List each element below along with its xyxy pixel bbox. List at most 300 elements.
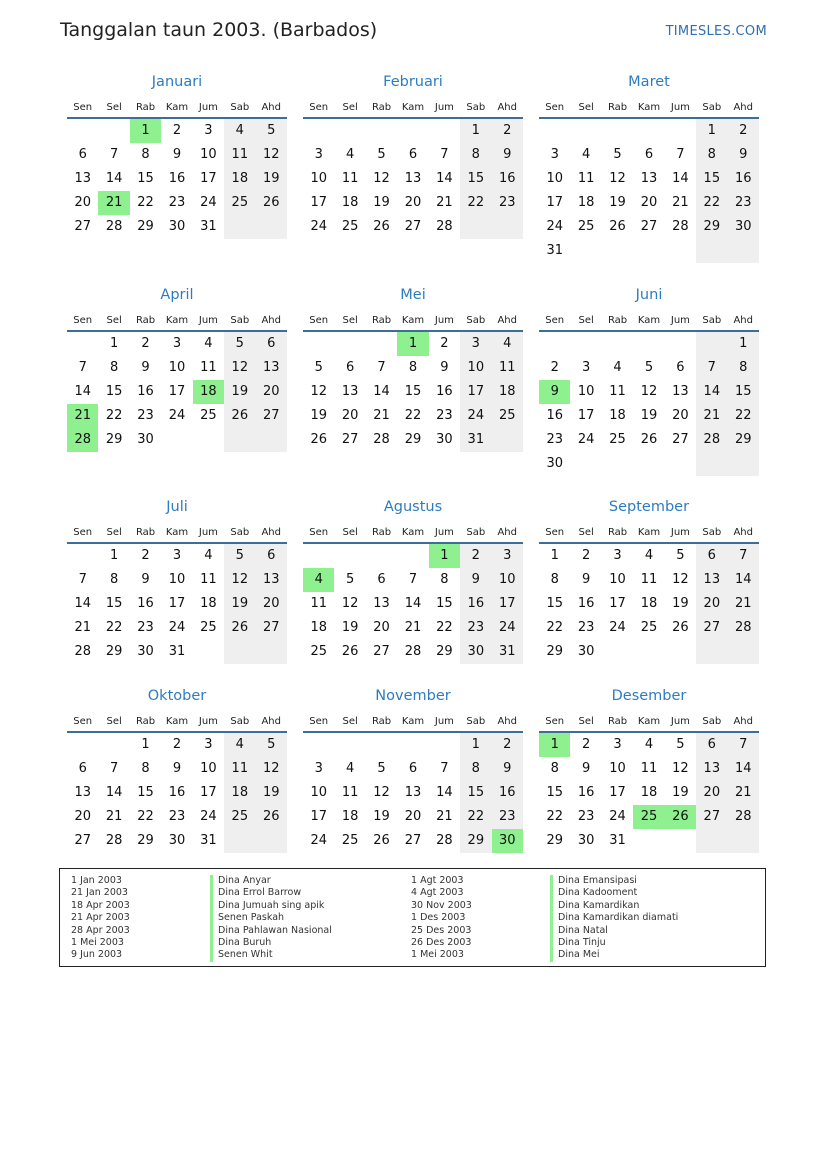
day-cell[interactable]: 29	[105, 432, 123, 447]
day-cell[interactable]: 27	[373, 644, 390, 659]
day-cell[interactable]: 28	[373, 432, 390, 447]
day-cell[interactable]: 28	[404, 644, 422, 659]
day-cell[interactable]: 27	[640, 219, 658, 234]
day-cell[interactable]: 10	[492, 568, 523, 592]
day-cell[interactable]: 10	[168, 360, 186, 375]
day-cell[interactable]: 21	[728, 781, 759, 805]
day-cell[interactable]: 2	[581, 737, 591, 752]
day-cell[interactable]: 23	[460, 616, 491, 640]
day-cell[interactable]: 16	[460, 592, 491, 616]
day-cell[interactable]: 23	[168, 809, 186, 824]
day-cell[interactable]: 24	[168, 408, 186, 423]
day-cell[interactable]: 5	[676, 737, 685, 752]
day-cell[interactable]: 18	[224, 781, 255, 805]
day-cell[interactable]: 17	[200, 785, 217, 800]
day-cell[interactable]: 14	[373, 384, 390, 399]
day-cell[interactable]: 19	[224, 380, 255, 404]
day-cell[interactable]: 18	[609, 408, 626, 423]
day-cell[interactable]: 6	[408, 761, 418, 776]
day-cell[interactable]: 10	[310, 785, 327, 800]
day-cell[interactable]: 22	[137, 195, 154, 210]
day-cell[interactable]: 8	[728, 356, 759, 380]
day-cell[interactable]: 6	[377, 572, 386, 587]
day-cell[interactable]: 7	[728, 733, 759, 757]
day-cell[interactable]: 17	[492, 592, 523, 616]
day-cell[interactable]: 15	[404, 384, 422, 399]
day-cell[interactable]: 30	[168, 219, 186, 234]
day-cell[interactable]: 29	[728, 428, 759, 452]
day-cell[interactable]: 9	[492, 143, 523, 167]
day-cell[interactable]: 14	[728, 757, 759, 781]
day-cell[interactable]: 19	[373, 195, 390, 210]
day-cell[interactable]: 18	[310, 620, 327, 635]
day-cell[interactable]: 15	[460, 167, 491, 191]
day-cell[interactable]: 14	[105, 171, 123, 186]
day-cell[interactable]: 11	[492, 356, 523, 380]
day-cell[interactable]: 14	[436, 785, 453, 800]
day-cell[interactable]: 21	[728, 592, 759, 616]
day-cell[interactable]: 4	[204, 548, 213, 563]
day-cell[interactable]: 11	[310, 596, 327, 611]
day-cell[interactable]: 9	[581, 761, 591, 776]
day-cell[interactable]: 21	[436, 809, 453, 824]
holiday-day-cell[interactable]: 9	[539, 380, 570, 404]
day-cell[interactable]: 17	[200, 171, 217, 186]
day-cell[interactable]: 19	[310, 408, 327, 423]
day-cell[interactable]: 3	[581, 360, 591, 375]
day-cell[interactable]: 29	[404, 432, 422, 447]
day-cell[interactable]: 31	[200, 219, 217, 234]
day-cell[interactable]: 17	[168, 384, 186, 399]
day-cell[interactable]: 20	[341, 408, 359, 423]
day-cell[interactable]: 7	[408, 572, 418, 587]
day-cell[interactable]: 20	[256, 380, 287, 404]
day-cell[interactable]: 13	[373, 596, 390, 611]
day-cell[interactable]: 15	[105, 596, 123, 611]
day-cell[interactable]: 21	[696, 404, 727, 428]
day-cell[interactable]: 15	[137, 785, 154, 800]
day-cell[interactable]: 5	[644, 360, 654, 375]
day-cell[interactable]: 20	[74, 195, 91, 210]
day-cell[interactable]: 24	[609, 809, 626, 824]
day-cell[interactable]: 10	[200, 147, 217, 162]
day-cell[interactable]: 15	[137, 171, 154, 186]
day-cell[interactable]: 18	[200, 596, 217, 611]
day-cell[interactable]: 15	[546, 596, 563, 611]
holiday-day-cell[interactable]: 21	[67, 404, 98, 428]
day-cell[interactable]: 2	[581, 548, 591, 563]
day-cell[interactable]: 25	[609, 432, 626, 447]
day-cell[interactable]: 8	[550, 572, 559, 587]
day-cell[interactable]: 13	[640, 171, 658, 186]
day-cell[interactable]: 20	[696, 781, 727, 805]
day-cell[interactable]: 4	[581, 147, 591, 162]
day-cell[interactable]: 29	[137, 219, 154, 234]
day-cell[interactable]: 7	[696, 356, 727, 380]
day-cell[interactable]: 19	[672, 785, 689, 800]
holiday-day-cell[interactable]: 1	[397, 332, 428, 356]
day-cell[interactable]: 2	[141, 336, 150, 351]
day-cell[interactable]: 2	[460, 544, 491, 568]
day-cell[interactable]: 26	[256, 191, 287, 215]
day-cell[interactable]: 20	[404, 195, 422, 210]
day-cell[interactable]: 22	[460, 191, 491, 215]
day-cell[interactable]: 27	[341, 432, 359, 447]
day-cell[interactable]: 6	[256, 332, 287, 356]
day-cell[interactable]: 23	[546, 432, 563, 447]
day-cell[interactable]: 29	[696, 215, 727, 239]
day-cell[interactable]: 9	[172, 761, 182, 776]
day-cell[interactable]: 11	[200, 360, 217, 375]
holiday-day-cell[interactable]: 4	[303, 568, 334, 592]
day-cell[interactable]: 13	[256, 568, 287, 592]
day-cell[interactable]: 13	[672, 384, 689, 399]
day-cell[interactable]: 3	[314, 761, 323, 776]
day-cell[interactable]: 29	[137, 833, 154, 848]
day-cell[interactable]: 28	[696, 428, 727, 452]
day-cell[interactable]: 10	[200, 761, 217, 776]
day-cell[interactable]: 3	[492, 544, 523, 568]
day-cell[interactable]: 19	[256, 167, 287, 191]
day-cell[interactable]: 27	[404, 833, 422, 848]
day-cell[interactable]: 25	[224, 191, 255, 215]
day-cell[interactable]: 28	[74, 644, 91, 659]
day-cell[interactable]: 6	[256, 544, 287, 568]
day-cell[interactable]: 8	[696, 143, 727, 167]
day-cell[interactable]: 2	[440, 336, 449, 351]
day-cell[interactable]: 18	[224, 167, 255, 191]
day-cell[interactable]: 3	[314, 147, 323, 162]
day-cell[interactable]: 25	[200, 620, 217, 635]
day-cell[interactable]: 24	[200, 195, 217, 210]
day-cell[interactable]: 17	[577, 408, 595, 423]
day-cell[interactable]: 16	[137, 384, 154, 399]
day-cell[interactable]: 12	[256, 757, 287, 781]
day-cell[interactable]: 3	[204, 737, 213, 752]
day-cell[interactable]: 22	[105, 408, 123, 423]
day-cell[interactable]: 25	[492, 404, 523, 428]
day-cell[interactable]: 4	[224, 119, 255, 143]
day-cell[interactable]: 22	[728, 404, 759, 428]
day-cell[interactable]: 13	[256, 356, 287, 380]
day-cell[interactable]: 12	[224, 568, 255, 592]
day-cell[interactable]: 25	[341, 833, 359, 848]
day-cell[interactable]: 8	[109, 572, 119, 587]
day-cell[interactable]: 8	[141, 147, 150, 162]
day-cell[interactable]: 23	[577, 809, 595, 824]
day-cell[interactable]: 1	[460, 119, 491, 143]
day-cell[interactable]: 11	[200, 572, 217, 587]
day-cell[interactable]: 30	[577, 644, 595, 659]
day-cell[interactable]: 16	[168, 785, 186, 800]
day-cell[interactable]: 6	[78, 761, 87, 776]
day-cell[interactable]: 11	[224, 757, 255, 781]
day-cell[interactable]: 16	[577, 785, 595, 800]
day-cell[interactable]: 26	[256, 805, 287, 829]
day-cell[interactable]: 28	[105, 833, 123, 848]
day-cell[interactable]: 23	[728, 191, 759, 215]
day-cell[interactable]: 22	[546, 620, 563, 635]
day-cell[interactable]: 7	[728, 544, 759, 568]
day-cell[interactable]: 22	[460, 805, 491, 829]
day-cell[interactable]: 29	[460, 829, 491, 853]
day-cell[interactable]: 6	[696, 544, 727, 568]
day-cell[interactable]: 5	[256, 733, 287, 757]
day-cell[interactable]: 5	[224, 332, 255, 356]
day-cell[interactable]: 10	[609, 761, 626, 776]
holiday-day-cell[interactable]: 21	[98, 191, 129, 215]
day-cell[interactable]: 30	[546, 456, 563, 471]
holiday-day-cell[interactable]: 25	[633, 805, 664, 829]
day-cell[interactable]: 10	[310, 171, 327, 186]
day-cell[interactable]: 31	[168, 644, 186, 659]
day-cell[interactable]: 20	[404, 809, 422, 824]
day-cell[interactable]: 18	[577, 195, 595, 210]
day-cell[interactable]: 20	[256, 592, 287, 616]
day-cell[interactable]: 25	[224, 805, 255, 829]
day-cell[interactable]: 28	[728, 616, 759, 640]
day-cell[interactable]: 31	[200, 833, 217, 848]
day-cell[interactable]: 23	[137, 408, 154, 423]
day-cell[interactable]: 27	[404, 219, 422, 234]
day-cell[interactable]: 2	[141, 548, 150, 563]
day-cell[interactable]: 11	[341, 785, 359, 800]
day-cell[interactable]: 7	[440, 761, 449, 776]
day-cell[interactable]: 2	[172, 737, 182, 752]
day-cell[interactable]: 4	[345, 761, 355, 776]
day-cell[interactable]: 16	[168, 171, 186, 186]
day-cell[interactable]: 1	[728, 332, 759, 356]
day-cell[interactable]: 13	[74, 785, 91, 800]
day-cell[interactable]: 20	[696, 592, 727, 616]
day-cell[interactable]: 18	[341, 195, 359, 210]
day-cell[interactable]: 5	[377, 761, 386, 776]
day-cell[interactable]: 17	[310, 809, 327, 824]
day-cell[interactable]: 24	[460, 404, 491, 428]
day-cell[interactable]: 12	[341, 596, 359, 611]
day-cell[interactable]: 21	[373, 408, 390, 423]
day-cell[interactable]: 13	[404, 171, 422, 186]
day-cell[interactable]: 4	[204, 336, 213, 351]
day-cell[interactable]: 27	[256, 404, 287, 428]
day-cell[interactable]: 8	[408, 360, 418, 375]
day-cell[interactable]: 16	[492, 167, 523, 191]
day-cell[interactable]: 18	[492, 380, 523, 404]
day-cell[interactable]: 1	[141, 737, 150, 752]
day-cell[interactable]: 5	[256, 119, 287, 143]
day-cell[interactable]: 2	[172, 123, 182, 138]
day-cell[interactable]: 24	[200, 809, 217, 824]
day-cell[interactable]: 19	[609, 195, 626, 210]
day-cell[interactable]: 17	[310, 195, 327, 210]
day-cell[interactable]: 13	[404, 785, 422, 800]
holiday-day-cell[interactable]: 18	[193, 380, 224, 404]
day-cell[interactable]: 28	[672, 219, 689, 234]
day-cell[interactable]: 26	[672, 620, 689, 635]
day-cell[interactable]: 5	[613, 147, 622, 162]
day-cell[interactable]: 21	[74, 620, 91, 635]
holiday-day-cell[interactable]: 28	[67, 428, 98, 452]
day-cell[interactable]: 16	[546, 408, 563, 423]
day-cell[interactable]: 30	[168, 833, 186, 848]
day-cell[interactable]: 8	[460, 757, 491, 781]
day-cell[interactable]: 12	[672, 572, 689, 587]
day-cell[interactable]: 26	[609, 219, 626, 234]
holiday-day-cell[interactable]: 30	[492, 829, 523, 853]
day-cell[interactable]: 16	[492, 781, 523, 805]
day-cell[interactable]: 1	[550, 548, 559, 563]
day-cell[interactable]: 2	[550, 360, 559, 375]
day-cell[interactable]: 14	[74, 384, 91, 399]
day-cell[interactable]: 19	[672, 596, 689, 611]
day-cell[interactable]: 22	[696, 191, 727, 215]
day-cell[interactable]: 20	[640, 195, 658, 210]
day-cell[interactable]: 4	[492, 332, 523, 356]
day-cell[interactable]: 26	[224, 404, 255, 428]
day-cell[interactable]: 1	[696, 119, 727, 143]
day-cell[interactable]: 15	[728, 380, 759, 404]
day-cell[interactable]: 6	[78, 147, 87, 162]
day-cell[interactable]: 6	[345, 360, 355, 375]
day-cell[interactable]: 22	[404, 408, 422, 423]
day-cell[interactable]: 12	[224, 356, 255, 380]
day-cell[interactable]: 8	[440, 572, 449, 587]
day-cell[interactable]: 14	[728, 568, 759, 592]
day-cell[interactable]: 3	[613, 737, 622, 752]
day-cell[interactable]: 19	[341, 620, 359, 635]
day-cell[interactable]: 27	[256, 616, 287, 640]
day-cell[interactable]: 31	[546, 243, 563, 258]
day-cell[interactable]: 11	[577, 171, 595, 186]
day-cell[interactable]: 19	[256, 781, 287, 805]
day-cell[interactable]: 25	[640, 620, 658, 635]
day-cell[interactable]: 19	[373, 809, 390, 824]
day-cell[interactable]: 27	[696, 805, 727, 829]
day-cell[interactable]: 18	[640, 596, 658, 611]
day-cell[interactable]: 29	[436, 644, 453, 659]
day-cell[interactable]: 21	[105, 809, 123, 824]
day-cell[interactable]: 13	[74, 171, 91, 186]
day-cell[interactable]: 7	[109, 147, 119, 162]
day-cell[interactable]: 3	[172, 548, 182, 563]
day-cell[interactable]: 15	[436, 596, 453, 611]
day-cell[interactable]: 22	[546, 809, 563, 824]
day-cell[interactable]: 20	[373, 620, 390, 635]
day-cell[interactable]: 5	[345, 572, 355, 587]
day-cell[interactable]: 20	[74, 809, 91, 824]
day-cell[interactable]: 6	[644, 147, 654, 162]
day-cell[interactable]: 25	[341, 219, 359, 234]
day-cell[interactable]: 11	[224, 143, 255, 167]
day-cell[interactable]: 3	[204, 123, 213, 138]
day-cell[interactable]: 8	[550, 761, 559, 776]
day-cell[interactable]: 27	[74, 833, 91, 848]
day-cell[interactable]: 18	[341, 809, 359, 824]
day-cell[interactable]: 9	[460, 568, 491, 592]
day-cell[interactable]: 21	[436, 195, 453, 210]
day-cell[interactable]: 14	[672, 171, 689, 186]
day-cell[interactable]: 21	[672, 195, 689, 210]
day-cell[interactable]: 14	[105, 785, 123, 800]
day-cell[interactable]: 29	[546, 833, 563, 848]
day-cell[interactable]: 24	[310, 833, 327, 848]
day-cell[interactable]: 10	[609, 572, 626, 587]
day-cell[interactable]: 17	[168, 596, 186, 611]
day-cell[interactable]: 13	[341, 384, 359, 399]
holiday-day-cell[interactable]: 26	[665, 805, 696, 829]
day-cell[interactable]: 24	[310, 219, 327, 234]
day-cell[interactable]: 3	[460, 332, 491, 356]
day-cell[interactable]: 24	[577, 432, 595, 447]
day-cell[interactable]: 26	[341, 644, 359, 659]
day-cell[interactable]: 10	[168, 572, 186, 587]
day-cell[interactable]: 31	[492, 640, 523, 664]
day-cell[interactable]: 4	[224, 733, 255, 757]
day-cell[interactable]: 24	[168, 620, 186, 635]
day-cell[interactable]: 30	[460, 640, 491, 664]
day-cell[interactable]: 15	[546, 785, 563, 800]
day-cell[interactable]: 17	[546, 195, 563, 210]
day-cell[interactable]: 16	[137, 596, 154, 611]
day-cell[interactable]: 30	[137, 432, 154, 447]
day-cell[interactable]: 7	[377, 360, 386, 375]
day-cell[interactable]: 23	[436, 408, 453, 423]
day-cell[interactable]: 4	[613, 360, 622, 375]
day-cell[interactable]: 28	[436, 833, 453, 848]
brand-logo[interactable]: TIMESLES.COM	[665, 24, 767, 39]
day-cell[interactable]: 26	[640, 432, 658, 447]
day-cell[interactable]: 5	[314, 360, 323, 375]
day-cell[interactable]: 29	[105, 644, 123, 659]
day-cell[interactable]: 27	[74, 219, 91, 234]
day-cell[interactable]: 15	[460, 781, 491, 805]
day-cell[interactable]: 14	[436, 171, 453, 186]
day-cell[interactable]: 1	[460, 733, 491, 757]
day-cell[interactable]: 27	[696, 616, 727, 640]
day-cell[interactable]: 12	[640, 384, 658, 399]
day-cell[interactable]: 26	[224, 616, 255, 640]
day-cell[interactable]: 16	[728, 167, 759, 191]
day-cell[interactable]: 9	[141, 360, 150, 375]
day-cell[interactable]: 6	[408, 147, 418, 162]
day-cell[interactable]: 17	[460, 380, 491, 404]
day-cell[interactable]: 14	[696, 380, 727, 404]
day-cell[interactable]: 5	[224, 544, 255, 568]
day-cell[interactable]: 8	[109, 360, 119, 375]
day-cell[interactable]: 21	[404, 620, 422, 635]
day-cell[interactable]: 13	[696, 568, 727, 592]
holiday-day-cell[interactable]: 1	[429, 544, 460, 568]
day-cell[interactable]: 9	[172, 147, 182, 162]
day-cell[interactable]: 6	[676, 360, 685, 375]
day-cell[interactable]: 11	[609, 384, 626, 399]
day-cell[interactable]: 9	[492, 757, 523, 781]
day-cell[interactable]: 7	[440, 147, 449, 162]
day-cell[interactable]: 19	[640, 408, 658, 423]
day-cell[interactable]: 20	[672, 408, 689, 423]
day-cell[interactable]: 3	[613, 548, 622, 563]
day-cell[interactable]: 25	[577, 219, 595, 234]
day-cell[interactable]: 6	[696, 733, 727, 757]
day-cell[interactable]: 15	[696, 167, 727, 191]
day-cell[interactable]: 30	[728, 215, 759, 239]
day-cell[interactable]: 24	[609, 620, 626, 635]
day-cell[interactable]: 19	[224, 592, 255, 616]
day-cell[interactable]: 11	[341, 171, 359, 186]
day-cell[interactable]: 7	[78, 360, 87, 375]
day-cell[interactable]: 28	[105, 219, 123, 234]
day-cell[interactable]: 4	[644, 548, 654, 563]
